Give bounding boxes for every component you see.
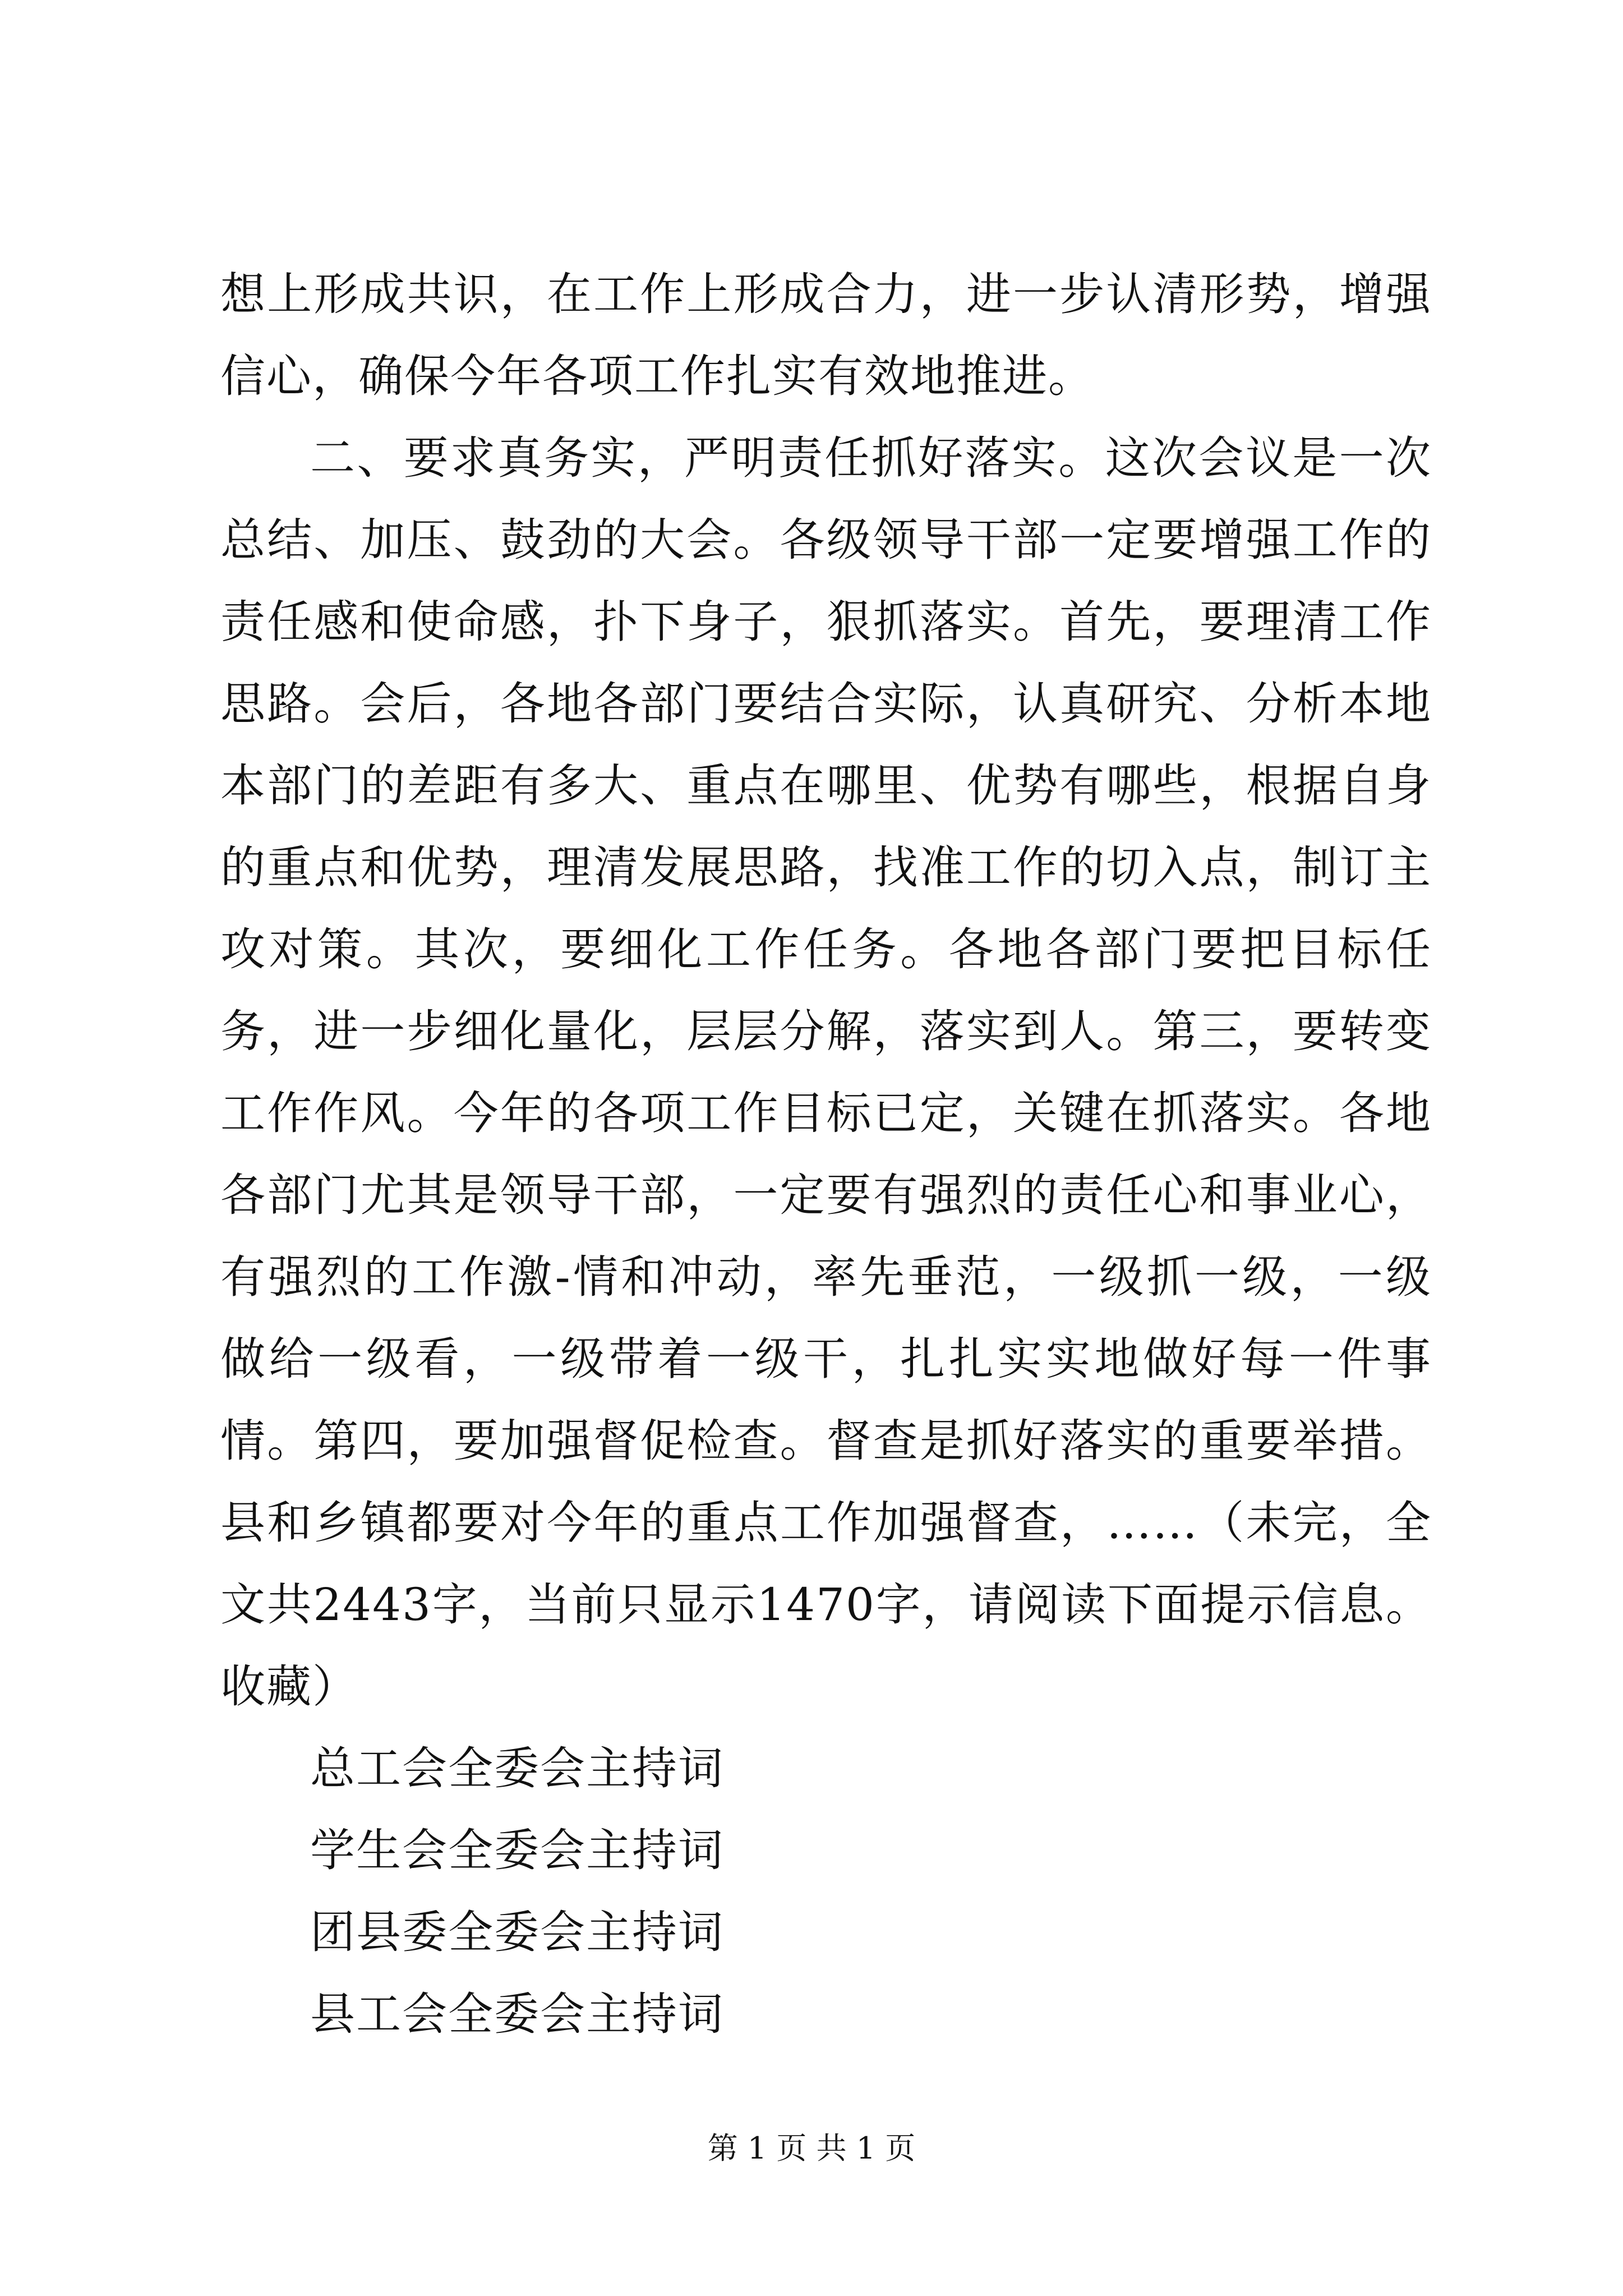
- related-links-list: [220, 1728, 1432, 2055]
- related-link-item[interactable]: 县工会全委会主持词: [310, 1988, 724, 2040]
- page-number-indicator: 第 1 页 共 1 页: [707, 2131, 916, 2166]
- related-link-item[interactable]: 团县委全委会主持词: [310, 1906, 724, 1958]
- page-footer: [0, 2126, 1623, 2171]
- paragraph-requirements: 二、要求真务实，严明责任抓好落实。这次会议是一次总结、加压、鼓劲的大会。各级领导干部一定要增强工作的责任感和使命感，扑下身子，狠抓落实。首先，要理清工作思路。会后，各地各部门要结合实际，认真研究、分析本地本部门的差距有多大、重点在哪里、优势有哪些，根据自身的重点和优势，理清发展思路，找准工作的切入点，制订主攻对策。其次，要细化工作任务。各地各部门要把目标任务，进一步细化量化，层层分解，落实到人。第三，要转变工作作风。今年的各项工作目标已定，关键在抓落实。各地各部门尤其是领导干部，一定要有强烈的责任心和事业心，有强烈的工作激-情和冲动，率先垂范，一级抓一级，一级做给一级看，一级带着一级干，扎扎实实地做好每一件事情。第四，要加强督促检查。督查是抓好落实的重要举措。县和乡镇都要对今年的重点工作加强督查，……（未完，全文共2443字，当前只显示1470字，请阅读下面提示信息。收藏）: [220, 432, 1432, 1713]
- paragraph-continuation: 想上形成共识，在工作上形成合力，进一步认清形势，增强信心，确保今年各项工作扎实有效地推进。: [220, 268, 1432, 402]
- document-body: [220, 254, 1432, 2055]
- related-link-item[interactable]: 总工会全委会主持词: [310, 1742, 724, 1795]
- related-link-item[interactable]: 学生会全委会主持词: [310, 1824, 724, 1876]
